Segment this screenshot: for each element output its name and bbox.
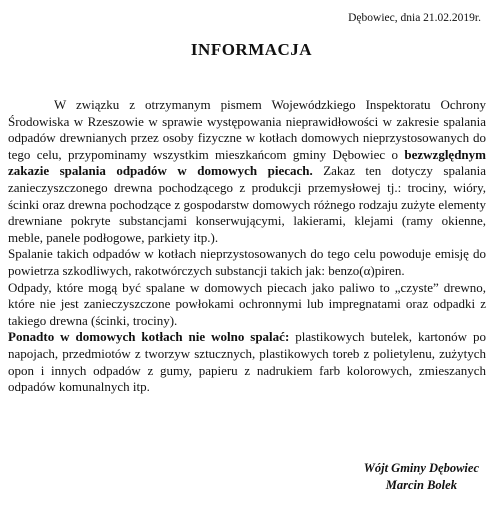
paragraph-prohibited-text: plastikowych butelek, kartonów po napojach, przedmiotów z tworzyw sztucznych, plastikowych toreb z polietylenu, zużytych opon i innych odpadów z gumy, papieru z nadrukiem farb kolorowych, zmieszanych odpadów komunalnych itp. [8,329,487,395]
paragraph-prohibited [8,329,486,395]
paragraph-intro-emphasis: bezwzględnym zakazie spalania odpadów w domowych piecach. [8,146,486,179]
paragraph-emission-text: Spalanie takich odpadów w kotłach nieprzystosowanych do tego celu powoduje emisję do powietrza szkodliwych, rakotwórczych substancji takich jak: benzo(α)piren. [8,246,486,278]
paragraph-intro-continuation: Zakaz ten dotyczy spalania zanieczyszczonego drewna pochodzącego z produkcji przemysłowej tj.: trociny, wióry, ścinki oraz drewna pochodzące z gospodarstw domowych różnego rodzaju zużyte elementy drewniane pokryte substancjami konserwującymi, lakierami, klejami (ramy okienne, meble, panele podłogowe, parkiety itp.). [8,163,486,245]
document-body [8,97,486,396]
paragraph-intro-text: W związku z otrzymanym pismem Wojewódzkiego Inspektoratu Ochrony Środowiska w Rzeszowie w sprawie występowania nieprawidłowości w zakresie spalania odpadów drewnianych przez osoby fizyczne w kotłach domowych nieprzystosowanych do tego celu, przypominamy wszystkim mieszkańcom gminy Dębowiec o [8,97,486,162]
paragraph-allowed-fuel [8,280,486,330]
signature-block [364,460,479,494]
paragraph-prohibited-emphasis: Ponadto w domowych kotłach nie wolno spalać: [8,329,290,345]
paragraph-allowed-fuel-text: Odpady, które mogą być spalane w domowych piecach jako paliwo to „czyste” drewno, które nie jest zanieczyszczone powłokami ochronnymi lub impregnatami oraz odpadki z takiego drewna (ścinki, trociny). [8,279,486,328]
document-date: Dębowiec, dnia 21.02.2019r. [348,12,481,24]
document-title: INFORMACJA [190,40,313,59]
signature-title: Wójt Gminy Dębowiec [363,461,479,475]
signature-name: Marcin Bolek [385,478,457,492]
paragraph-emission [8,246,486,279]
paragraph-intro [8,97,486,246]
